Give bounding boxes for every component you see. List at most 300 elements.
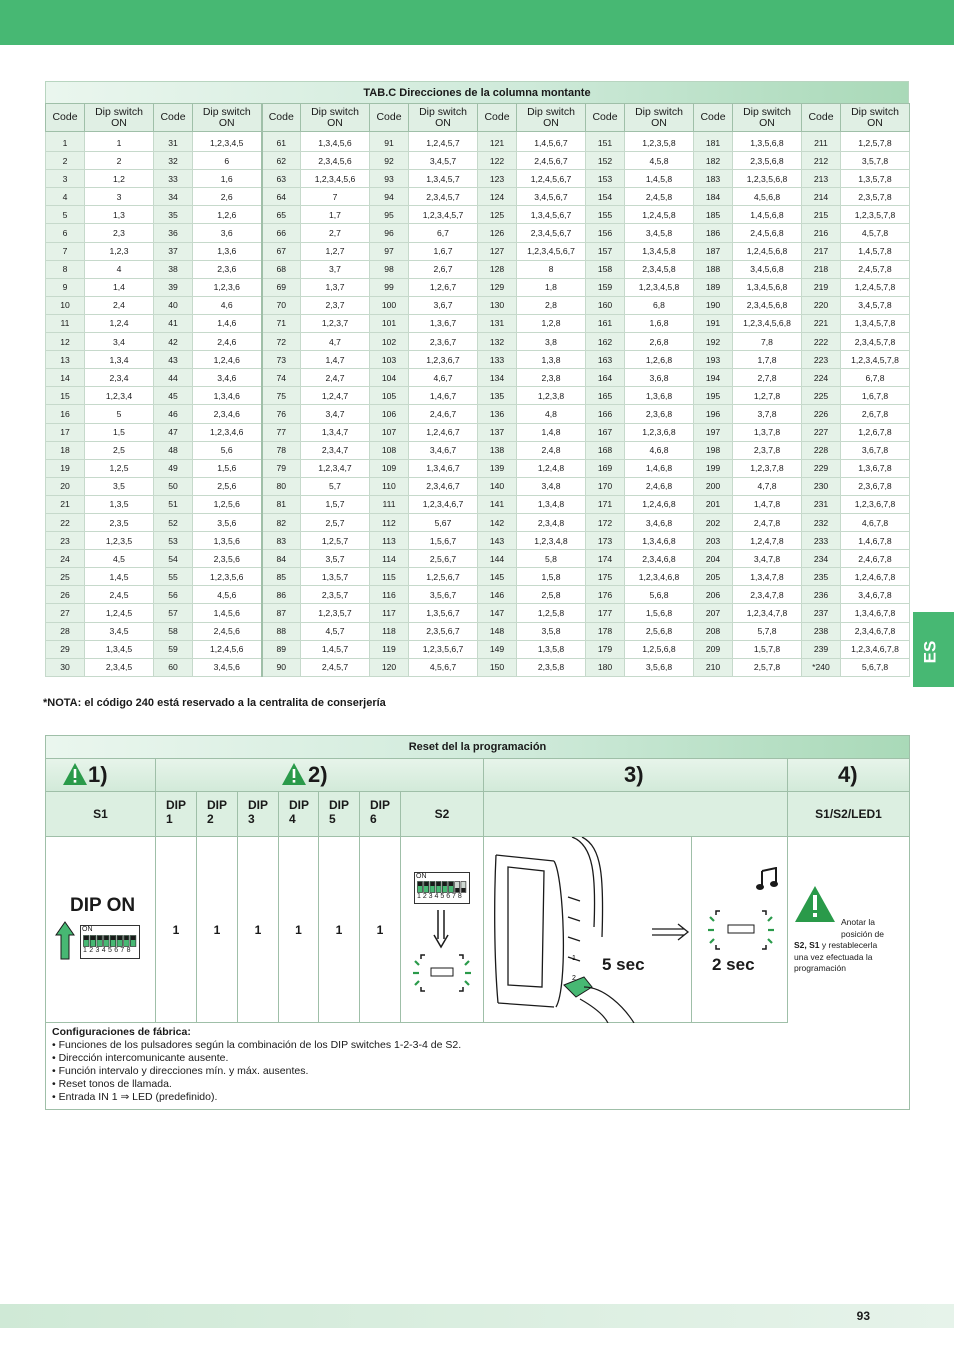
code-cell: 238 xyxy=(802,622,841,640)
code-cell: 57 xyxy=(154,604,193,622)
dip-switch-cell: 2,3,8 xyxy=(517,369,586,387)
step-2-label: 2) xyxy=(308,762,328,787)
bottom-banner xyxy=(0,1304,954,1328)
dip-switch-cell: 2,3 xyxy=(85,224,154,242)
dip-switch-cell: 3,6,8 xyxy=(625,369,694,387)
dip-switch-cell: 1 xyxy=(85,132,154,152)
code-cell: 41 xyxy=(154,314,193,332)
code-cell: 156 xyxy=(586,224,625,242)
code-cell: 109 xyxy=(370,459,409,477)
code-cell: 220 xyxy=(802,296,841,314)
s2-cell xyxy=(401,837,484,1023)
code-cell: 162 xyxy=(586,333,625,351)
code-cell: 110 xyxy=(370,477,409,495)
dip-switch-cell: 1,2,3 xyxy=(85,242,154,260)
code-cell: 89 xyxy=(262,640,301,658)
dip-switch-cell: 1,4,7,8 xyxy=(733,495,802,513)
dip-switch-cell: 1,2,5,6 xyxy=(193,495,262,513)
dip-switch-cell: 1,2,3,4,5,7,8 xyxy=(841,351,910,369)
dip-switch-cell: 1,5,6 xyxy=(193,459,262,477)
dip-switch-cell: 1,8 xyxy=(517,278,586,296)
code-cell: 65 xyxy=(262,206,301,224)
code-cell: 105 xyxy=(370,387,409,405)
code-cell: 6 xyxy=(46,224,85,242)
dip-switch-cell: 1,6,7,8 xyxy=(841,387,910,405)
s1s2led1-cell xyxy=(788,837,909,1109)
code-cell: 42 xyxy=(154,333,193,351)
dip-header-line2: ON xyxy=(543,116,559,129)
step-1-header xyxy=(46,759,156,792)
dip-switch-cell: 1,3,4,5,7 xyxy=(409,170,478,188)
dip-switch-cell: 6,8 xyxy=(625,296,694,314)
dip-switch-cell: 1,2,3,7,8 xyxy=(733,459,802,477)
dip-header-word: DIP xyxy=(329,798,350,812)
code-cell: 158 xyxy=(586,260,625,278)
dip-switch-cell: 1,2,4,5,8 xyxy=(625,206,694,224)
factory-item: • Reset tonos de llamada. xyxy=(52,1078,172,1090)
dip-switch-cell: 2,4,6,7 xyxy=(409,405,478,423)
dip-switch-cell: 4,7,8 xyxy=(733,477,802,495)
code-cell: 233 xyxy=(802,532,841,550)
code-cell: 63 xyxy=(262,170,301,188)
dip-header-line2: ON xyxy=(759,116,775,129)
dip-switch-cell: 2,7 xyxy=(301,224,370,242)
dip-switch-cell: 2,3,5,8 xyxy=(517,658,586,676)
dip-header-number: 2 xyxy=(207,812,214,826)
code-cell: 186 xyxy=(694,224,733,242)
table-row xyxy=(46,278,910,296)
dip-switch-cell: 2,7,8 xyxy=(733,369,802,387)
code-cell: 102 xyxy=(370,333,409,351)
dip-switch-cell: 2,5,6,8 xyxy=(625,622,694,640)
code-cell: 37 xyxy=(154,242,193,260)
dip-switch-cell: 1,2,4,8 xyxy=(517,459,586,477)
dip-switch-cell: 1,4,5,7 xyxy=(301,640,370,658)
table-row xyxy=(46,459,910,477)
table-row xyxy=(46,586,910,604)
code-cell: 32 xyxy=(154,152,193,170)
code-cell: 97 xyxy=(370,242,409,260)
note-part-2: S2, S1 xyxy=(794,940,820,950)
code-cell: 183 xyxy=(694,170,733,188)
dip-switch-cell: 3,5,7 xyxy=(301,550,370,568)
warning-icon xyxy=(281,762,307,786)
dip-switch-cell: 1,4,5,6,7 xyxy=(517,132,586,152)
code-column-header: Code xyxy=(154,104,193,132)
code-cell: 27 xyxy=(46,604,85,622)
code-cell: 150 xyxy=(478,658,517,676)
device-illustration-icon xyxy=(484,837,692,1023)
dip-switch-cell: 1,2,8 xyxy=(517,314,586,332)
note-text xyxy=(794,917,886,975)
dip-switch-cell: 2,4,8 xyxy=(517,441,586,459)
code-cell: 70 xyxy=(262,296,301,314)
table-row xyxy=(46,206,910,224)
code-cell: 82 xyxy=(262,513,301,531)
dip-switch-cell: 8 xyxy=(517,260,586,278)
dip-switch-cell: 1,3,5 xyxy=(85,495,154,513)
code-cell: 40 xyxy=(154,296,193,314)
code-cell: 117 xyxy=(370,604,409,622)
wait-duration-label: 2 sec xyxy=(712,955,755,974)
dip-switch-cell: 4,5,7 xyxy=(301,622,370,640)
table-row xyxy=(46,260,910,278)
code-cell: 134 xyxy=(478,369,517,387)
code-cell: 152 xyxy=(586,152,625,170)
code-cell: 196 xyxy=(694,405,733,423)
dip-switch-cell: 2,4,7,8 xyxy=(733,513,802,531)
dip-switch-cell: 1,2,4,5,7,8 xyxy=(841,278,910,296)
code-cell: 90 xyxy=(262,658,301,676)
code-cell: 18 xyxy=(46,441,85,459)
dip-header-word: DIP xyxy=(248,798,269,812)
dip-switch-cell: 3,4,8 xyxy=(517,477,586,495)
factory-settings xyxy=(52,1026,461,1104)
code-cell: 39 xyxy=(154,278,193,296)
dip-switch-cell: 1,3,7 xyxy=(301,278,370,296)
code-cell: 151 xyxy=(586,132,625,152)
code-cell: 165 xyxy=(586,387,625,405)
dip-header-line2: ON xyxy=(111,116,127,129)
switch-bank-icon xyxy=(83,935,137,947)
dip-header-number: 3 xyxy=(248,812,255,826)
warning-icon xyxy=(62,762,88,786)
dip-switch-cell: 1,6 xyxy=(193,170,262,188)
dip-switch-cell: 7 xyxy=(301,188,370,206)
dip-column-header xyxy=(193,104,262,132)
code-cell: 237 xyxy=(802,604,841,622)
dip-switch-cell: 4,6,8 xyxy=(625,441,694,459)
code-column-header: Code xyxy=(802,104,841,132)
dip-switch-cell: 1,3,6,7,8 xyxy=(841,459,910,477)
dip-switch-cell: 1,3,4,6,8 xyxy=(625,532,694,550)
code-cell: 23 xyxy=(46,532,85,550)
dip-column-header xyxy=(517,104,586,132)
dip-switch-cell: 1,2,3,4,8 xyxy=(517,532,586,550)
dip-5-value: 1 xyxy=(319,837,360,1023)
dip-header-word: DIP xyxy=(207,798,228,812)
dip-header-line2: ON xyxy=(435,116,451,129)
table-row xyxy=(46,405,910,423)
factory-item: • Función intervalo y direcciones mín. y máx. ausentes. xyxy=(52,1065,309,1077)
dip-switch-cell: 3,4,6,7 xyxy=(409,441,478,459)
code-cell: 85 xyxy=(262,568,301,586)
switch-bank-icon xyxy=(417,881,467,893)
code-cell: 211 xyxy=(802,132,841,152)
dip-switch-cell: 1,2,3,8 xyxy=(517,387,586,405)
dip-switch-cell: 2,4,5,7,8 xyxy=(841,260,910,278)
code-cell: 146 xyxy=(478,586,517,604)
dip-switch-cell: 2,4,5,7 xyxy=(301,658,370,676)
dip-switch-cell: 1,3,6,8 xyxy=(625,387,694,405)
code-column-header: Code xyxy=(478,104,517,132)
reserved-code-note: *NOTA: el código 240 está reservado a la centralita de conserjería xyxy=(43,697,386,709)
step-4-label: 4) xyxy=(838,762,858,787)
code-cell: 87 xyxy=(262,604,301,622)
code-cell: 190 xyxy=(694,296,733,314)
dip-switch-cell: 2,5 xyxy=(85,441,154,459)
code-cell: 135 xyxy=(478,387,517,405)
dip-switch-cell: 1,3,4,5,8 xyxy=(625,242,694,260)
code-cell: 122 xyxy=(478,152,517,170)
code-cell: 14 xyxy=(46,369,85,387)
code-cell: 231 xyxy=(802,495,841,513)
dip-switch-cell: 2,8 xyxy=(517,296,586,314)
code-cell: 236 xyxy=(802,586,841,604)
code-cell: 33 xyxy=(154,170,193,188)
dip-switch-cell: 1,3,4 xyxy=(85,351,154,369)
dip-switch-cell: 4,5 xyxy=(85,550,154,568)
code-cell: 194 xyxy=(694,369,733,387)
dip-switch-cell: 2,4,7 xyxy=(301,369,370,387)
code-cell: 75 xyxy=(262,387,301,405)
code-cell: 126 xyxy=(478,224,517,242)
dip-switch-cell: 2,3,4,5,6,7 xyxy=(517,224,586,242)
code-cell: 98 xyxy=(370,260,409,278)
dip-switch-cell: 2,4,5 xyxy=(85,586,154,604)
code-cell: 168 xyxy=(586,441,625,459)
table-row xyxy=(46,387,910,405)
code-cell: 207 xyxy=(694,604,733,622)
code-cell: 118 xyxy=(370,622,409,640)
dip-switch-cell: 1,2,5,6,7 xyxy=(409,568,478,586)
code-cell: 115 xyxy=(370,568,409,586)
code-cell: 167 xyxy=(586,423,625,441)
dip-switch-cell: 1,6,8 xyxy=(625,314,694,332)
dip-header-line1: Dip switch xyxy=(419,105,467,118)
dip-switch-cell: 1,2,4 xyxy=(85,314,154,332)
dip-switch-cell: 1,3,4,8 xyxy=(517,495,586,513)
code-cell: 171 xyxy=(586,495,625,513)
dip-switch-cell: 1,2,3,6,8 xyxy=(625,423,694,441)
table-title: TAB.C Direcciones de la columna montante xyxy=(45,81,909,103)
dip-switch-cell: 1,5,7 xyxy=(301,495,370,513)
dip-2-header xyxy=(197,792,238,837)
code-cell: 38 xyxy=(154,260,193,278)
step-1-label: 1) xyxy=(88,762,108,787)
dip-switch-cell: 1,3,5,6,8 xyxy=(733,132,802,152)
code-cell: 24 xyxy=(46,550,85,568)
code-cell: 119 xyxy=(370,640,409,658)
dip-switch-s2 xyxy=(414,872,470,904)
dip-switch-cell: 1,4,5,6,8 xyxy=(733,206,802,224)
code-cell: 143 xyxy=(478,532,517,550)
code-cell: 187 xyxy=(694,242,733,260)
dip-switch-cell: 2,3,6,8 xyxy=(625,405,694,423)
table-row xyxy=(46,296,910,314)
dip-switch-cell: 1,3,4,5 xyxy=(85,640,154,658)
code-cell: 80 xyxy=(262,477,301,495)
dip-switch-cell: 4 xyxy=(85,260,154,278)
dip-switch-cell: 1,4,6,8 xyxy=(625,459,694,477)
code-cell: 61 xyxy=(262,132,301,152)
dip-switch-cell: 2,4,5,6 xyxy=(193,622,262,640)
dip-switch-cell: 3,8 xyxy=(517,333,586,351)
dip-switch-cell: 2,3,4,5,7,8 xyxy=(841,333,910,351)
code-cell: 137 xyxy=(478,423,517,441)
dip-switch-cell: 3,4,7 xyxy=(301,405,370,423)
dip-switch-cell: 2,4,6,8 xyxy=(625,477,694,495)
code-cell: *240 xyxy=(802,658,841,676)
code-cell: 2 xyxy=(46,152,85,170)
dip-switch-cell: 1,3 xyxy=(85,206,154,224)
code-cell: 45 xyxy=(154,387,193,405)
dip-switch-cell: 2,3,7,8 xyxy=(733,441,802,459)
dip-switch-cell: 1,3,4,7 xyxy=(301,423,370,441)
code-cell: 88 xyxy=(262,622,301,640)
code-cell: 179 xyxy=(586,640,625,658)
code-cell: 228 xyxy=(802,441,841,459)
dip-switch-cell: 2,4,6 xyxy=(193,333,262,351)
code-cell: 192 xyxy=(694,333,733,351)
dip-3-value: 1 xyxy=(238,837,279,1023)
dip-switch-cell: 1,4,8 xyxy=(517,423,586,441)
code-cell: 166 xyxy=(586,405,625,423)
switch-numbers: 1 2 3 4 5 6 7 8 xyxy=(417,893,462,900)
table-row xyxy=(46,441,910,459)
code-cell: 68 xyxy=(262,260,301,278)
switch-on-label: ON xyxy=(416,873,427,880)
dip-switch-cell: 5,7,8 xyxy=(733,622,802,640)
dip-switch-cell: 1,2,3,4,6,7,8 xyxy=(841,640,910,658)
dip-switch-cell: 4,7 xyxy=(301,333,370,351)
table-row xyxy=(46,369,910,387)
dip-switch-cell: 3,4,6 xyxy=(193,369,262,387)
code-cell: 181 xyxy=(694,132,733,152)
dip-switch-cell: 2,3,7 xyxy=(301,296,370,314)
dip-switch-cell: 1,2,5,7 xyxy=(301,532,370,550)
code-cell: 72 xyxy=(262,333,301,351)
code-cell: 58 xyxy=(154,622,193,640)
dip-switch-cell: 6,7 xyxy=(409,224,478,242)
code-cell: 4 xyxy=(46,188,85,206)
code-cell: 11 xyxy=(46,314,85,332)
dip-4-header xyxy=(279,792,319,837)
dip-switch-cell: 1,4,7 xyxy=(301,351,370,369)
code-cell: 222 xyxy=(802,333,841,351)
dip-switch-cell: 2,3,4,6,7 xyxy=(409,477,478,495)
dip-column-header xyxy=(733,104,802,132)
code-cell: 163 xyxy=(586,351,625,369)
dip-header-line2: ON xyxy=(867,116,883,129)
dip-1-value: 1 xyxy=(156,837,197,1023)
code-column-header: Code xyxy=(262,104,301,132)
dip-switch-cell: 1,4,6 xyxy=(193,314,262,332)
dip-switch-cell: 2,3,6,7 xyxy=(409,333,478,351)
dip-switch-cell: 1,2,3,4,5,6,7 xyxy=(517,242,586,260)
table-row xyxy=(46,188,910,206)
dip-switch-cell: 1,2,3,5,6,7 xyxy=(409,640,478,658)
code-cell: 147 xyxy=(478,604,517,622)
code-cell: 8 xyxy=(46,260,85,278)
code-cell: 77 xyxy=(262,423,301,441)
dip-switch-cell: 1,2,3,4,5,7 xyxy=(409,206,478,224)
dip-switch-cell: 3,5,6,7 xyxy=(409,586,478,604)
step-2-header xyxy=(156,759,484,792)
dip-switch-cell: 2,6,7,8 xyxy=(841,405,910,423)
code-cell: 36 xyxy=(154,224,193,242)
dip-switch-cell: 1,5,8 xyxy=(517,568,586,586)
code-cell: 56 xyxy=(154,586,193,604)
code-cell: 169 xyxy=(586,459,625,477)
dip-switch-cell: 3,7 xyxy=(301,260,370,278)
code-column-header: Code xyxy=(586,104,625,132)
code-cell: 219 xyxy=(802,278,841,296)
dip-switch-cell: 2,3,4,6 xyxy=(193,405,262,423)
dip-switch-cell: 1,2,5,6,8 xyxy=(625,640,694,658)
table-row xyxy=(46,532,910,550)
dip-header-line1: Dip switch xyxy=(635,105,683,118)
dip-header-number: 6 xyxy=(370,812,377,826)
code-cell: 114 xyxy=(370,550,409,568)
dip-header-number: 5 xyxy=(329,812,336,826)
code-cell: 193 xyxy=(694,351,733,369)
table-row xyxy=(46,658,910,676)
dip-switch-cell: 4,6 xyxy=(193,296,262,314)
table-row xyxy=(46,423,910,441)
code-cell: 31 xyxy=(154,132,193,152)
code-cell: 25 xyxy=(46,568,85,586)
dip-switch-cell: 1,2,3,4 xyxy=(85,387,154,405)
dip-switch-cell: 4,5,7,8 xyxy=(841,224,910,242)
dip-switch-cell: 3,5,6,8 xyxy=(625,658,694,676)
dip-5-header xyxy=(319,792,360,837)
code-cell: 15 xyxy=(46,387,85,405)
code-cell: 5 xyxy=(46,206,85,224)
code-cell: 227 xyxy=(802,423,841,441)
dip-switch-cell: 1,2,3,5,6 xyxy=(193,568,262,586)
dip-switch-cell: 1,3,7,8 xyxy=(733,423,802,441)
dip-switch-cell: 1,5,7,8 xyxy=(733,640,802,658)
code-cell: 141 xyxy=(478,495,517,513)
dip-header-number: 1 xyxy=(166,812,173,826)
dip-header-word: DIP xyxy=(166,798,187,812)
code-cell: 28 xyxy=(46,622,85,640)
switch-on-label: ON xyxy=(82,926,93,933)
code-cell: 127 xyxy=(478,242,517,260)
code-cell: 12 xyxy=(46,333,85,351)
dip-header-line1: Dip switch xyxy=(95,105,143,118)
code-cell: 93 xyxy=(370,170,409,188)
dip-switch-cell: 4,8 xyxy=(517,405,586,423)
dip-switch-cell: 3,4,5,8 xyxy=(625,224,694,242)
dip-switch-cell: 1,5,6,8 xyxy=(625,604,694,622)
dip-switch-cell: 1,3,5,7,8 xyxy=(841,170,910,188)
code-cell: 191 xyxy=(694,314,733,332)
code-cell: 172 xyxy=(586,513,625,531)
dip-switch-cell: 2,3,4,7 xyxy=(301,441,370,459)
dip-switch-cell: 2,3,4,8 xyxy=(517,513,586,531)
dip-switch-cell: 1,4,6,7 xyxy=(409,387,478,405)
dip-switch-cell: 1,3,4,5,6,8 xyxy=(733,278,802,296)
dip-switch-cell: 2,3,6 xyxy=(193,260,262,278)
dip-switch-cell: 3,4,5,7 xyxy=(409,152,478,170)
page-number: 93 xyxy=(856,1309,870,1323)
dip-switch-cell: 1,2,3,4,5,8 xyxy=(625,278,694,296)
code-cell: 234 xyxy=(802,550,841,568)
dip-switch-cell: 2,5,7,8 xyxy=(733,658,802,676)
code-cell: 29 xyxy=(46,640,85,658)
dip-switch-cell: 1,2,3,4,5,6 xyxy=(301,170,370,188)
code-cell: 223 xyxy=(802,351,841,369)
dip-switch-cell: 1,4,6,7,8 xyxy=(841,532,910,550)
code-cell: 92 xyxy=(370,152,409,170)
dip-header-word: DIP xyxy=(370,798,391,812)
dip-1-header xyxy=(156,792,197,837)
code-cell: 178 xyxy=(586,622,625,640)
dip-header-line2: ON xyxy=(327,116,343,129)
dip-column-header xyxy=(625,104,694,132)
